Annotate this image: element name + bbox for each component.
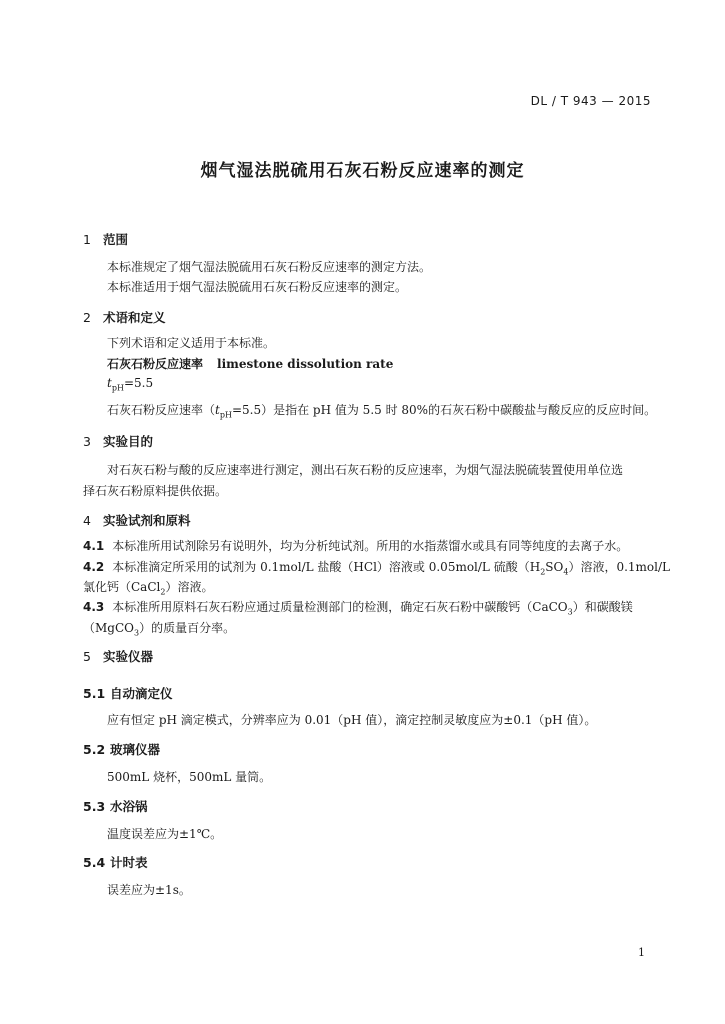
paragraph: 应有恒定 pH 滴定模式，分辨率应为 0.01（pH 值），滴定控制灵敏度应为±0.1（pH 值）。 <box>107 713 597 727</box>
paragraph: 500mL 烧杯，500mL 量筒。 <box>107 770 272 784</box>
paragraph: 温度误差应为±1℃。 <box>107 827 223 841</box>
clause-text: （MgCO <box>83 621 134 635</box>
clause-number: 4.2 <box>83 560 105 574</box>
subsection-title: 玻璃仪器 <box>110 742 161 757</box>
section-number: 3 <box>83 434 91 449</box>
subsection-title: 水浴锅 <box>110 799 148 814</box>
subsection-number: 5.1 <box>83 686 106 701</box>
clause-text: 本标准滴定所采用的试剂为 0.1mol/L 盐酸（HCl）溶液或 0.05mol/L 硫酸（H <box>112 560 541 574</box>
clause-number: 4.1 <box>83 539 105 553</box>
definition-text: =5.5）是指在 pH 值为 5.5 时 80%的石灰石粉中碳酸盐与酸反应的反应时间。 <box>231 403 657 417</box>
section-1-heading <box>83 230 128 248</box>
clause-4-1 <box>83 537 628 554</box>
section-number: 5 <box>83 649 91 664</box>
symbol-subscript: pH <box>111 383 124 393</box>
section-3-heading <box>83 432 153 450</box>
standard-code: DL / T 943 — 2015 <box>530 94 651 108</box>
definition-subscript: pH <box>219 410 232 420</box>
paragraph-continued: 择石灰石粉原料提供依据。 <box>83 484 228 498</box>
clause-4-3 <box>83 598 633 616</box>
clause-text: 本标准所用原料石灰石粉应通过质量检测部门的检测，确定石灰石粉中碳酸钙（CaCO <box>112 600 568 614</box>
term-definition <box>107 401 656 419</box>
subsection-5-1-heading <box>83 684 173 702</box>
clause-text: 氯化钙（CaCl <box>83 580 161 594</box>
term-symbol <box>107 376 153 392</box>
clause-text: ）和碳酸镁 <box>572 600 633 614</box>
clause-text: 本标准所用试剂除另有说明外，均为分析纯试剂。所用的水指蒸馏水或具有同等纯度的去离子水。 <box>112 539 629 553</box>
term-entry <box>107 355 393 372</box>
paragraph: 本标准适用于烟气湿法脱硫用石灰石粉反应速率的测定。 <box>107 280 408 294</box>
page-number: 1 <box>638 946 645 959</box>
section-title: 范围 <box>103 232 129 247</box>
clause-text: ）溶液，0.1mol/L <box>568 560 670 574</box>
section-number: 2 <box>83 310 91 325</box>
clause-text: ）溶液。 <box>165 580 214 594</box>
subsection-5-4-heading <box>83 853 148 871</box>
section-number: 4 <box>83 513 91 528</box>
subscript: 2 <box>540 567 546 577</box>
clause-text: ）的质量百分率。 <box>139 621 236 635</box>
section-title: 术语和定义 <box>103 310 166 325</box>
document-title: 烟气湿法脱硫用石灰石粉反应速率的测定 <box>200 161 525 181</box>
paragraph: 本标准规定了烟气湿法脱硫用石灰石粉反应速率的测定方法。 <box>107 260 432 274</box>
subscript: 4 <box>563 567 569 577</box>
section-number: 1 <box>83 232 91 247</box>
subscript: 2 <box>160 587 166 597</box>
subsection-5-2-heading <box>83 740 160 758</box>
term-english: limestone dissolution rate <box>217 357 394 371</box>
definition-symbol: t <box>215 403 220 417</box>
section-title: 实验目的 <box>103 434 154 449</box>
subsection-number: 5.3 <box>83 799 106 814</box>
section-4-heading <box>83 511 191 529</box>
subsection-title: 自动滴定仪 <box>110 686 173 701</box>
clause-4-2 <box>83 558 670 576</box>
subsection-5-3-heading <box>83 797 148 815</box>
definition-text: 石灰石粉反应速率（ <box>107 403 216 417</box>
paragraph: 误差应为±1s。 <box>107 883 191 897</box>
paragraph: 下列术语和定义适用于本标准。 <box>107 336 276 350</box>
clause-text: SO <box>545 560 564 574</box>
subsection-title: 计时表 <box>110 855 148 870</box>
section-2-heading <box>83 308 166 326</box>
clause-4-2-continued <box>83 578 213 596</box>
subscript: 3 <box>567 607 573 617</box>
section-title: 实验试剂和原料 <box>103 513 191 528</box>
section-5-heading <box>83 647 153 665</box>
subsection-number: 5.4 <box>83 855 106 870</box>
term-chinese: 石灰石粉反应速率 <box>107 357 204 371</box>
subscript: 3 <box>134 628 140 638</box>
clause-number: 4.3 <box>83 600 105 614</box>
clause-4-3-continued <box>83 619 235 637</box>
symbol-t: t <box>107 376 112 390</box>
subsection-number: 5.2 <box>83 742 106 757</box>
section-title: 实验仪器 <box>103 649 154 664</box>
symbol-value: =5.5 <box>123 376 154 390</box>
paragraph: 对石灰石粉与酸的反应速率进行测定，测出石灰石粉的反应速率，为烟气湿法脱硫装置使用单位选 <box>107 463 624 477</box>
